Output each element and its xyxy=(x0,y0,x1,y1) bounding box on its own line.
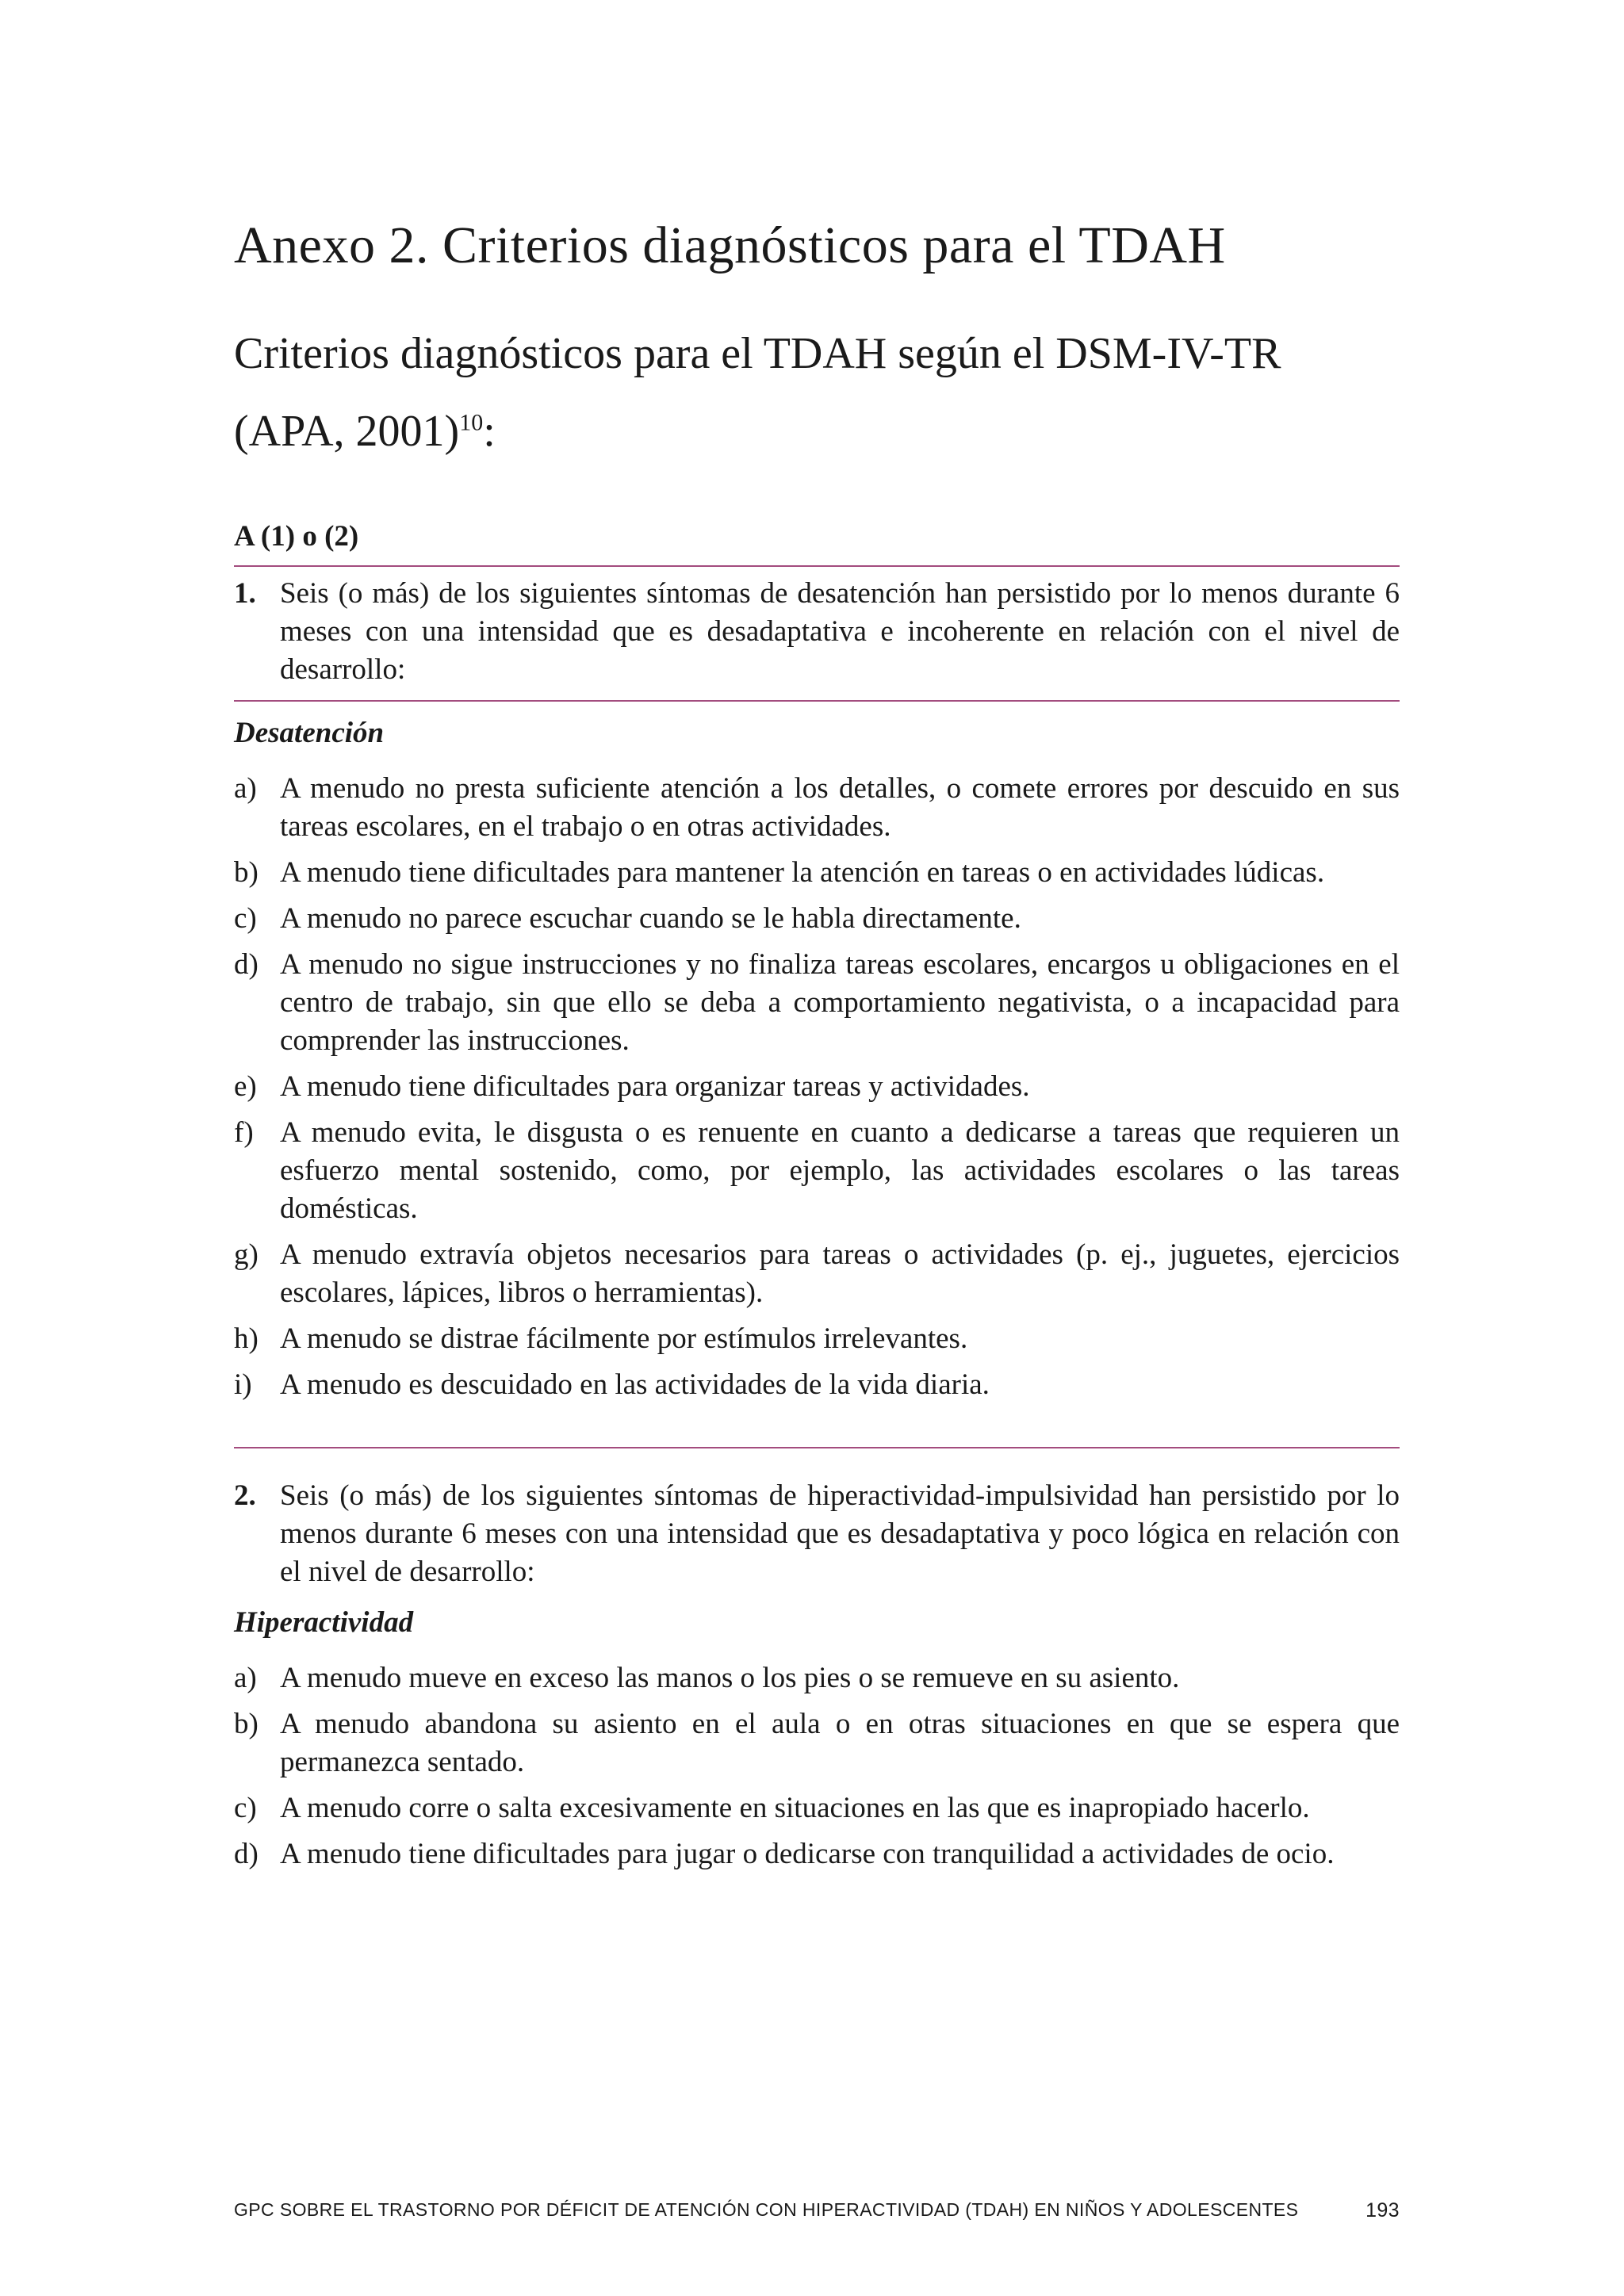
list-item-text: A menudo mueve en exceso las manos o los pies o se remueve en su asiento. xyxy=(280,1662,1180,1695)
hiperactividad-list xyxy=(234,1659,1400,1873)
list-item-label: i) xyxy=(234,1368,252,1402)
list-item-label: g) xyxy=(234,1238,259,1272)
list-item-text: A menudo extravía objetos necesarios para tareas o actividades (p. ej., juguetes, ejercicios escolares, lápices, libros o herramientas). xyxy=(280,1238,1400,1310)
criterion-1-number: 1. xyxy=(234,577,256,610)
criterion-1-paragraph xyxy=(234,575,1400,689)
divider-rule xyxy=(234,700,1400,702)
list-item xyxy=(234,1705,1400,1781)
list-item-label: c) xyxy=(234,1792,257,1825)
list-item-label: b) xyxy=(234,1708,259,1741)
page-number: 193 xyxy=(1365,2199,1400,2221)
list-item-label: b) xyxy=(234,856,259,890)
criterion-2-text: Seis (o más) de los siguientes síntomas de hiperactividad-impulsividad han persistido por lo menos durante 6 meses con una intensidad que es desadaptativa y poco lógica en relación con el nivel de desarrollo: xyxy=(280,1479,1400,1589)
list-item-text: A menudo tiene dificultades para jugar o dedicarse con tranquilidad a actividades de ocio. xyxy=(280,1838,1335,1871)
list-item-text: A menudo corre o salta excesivamente en situaciones en las que es inapropiado hacerlo. xyxy=(280,1792,1310,1825)
list-item xyxy=(234,1114,1400,1228)
list-item-label: f) xyxy=(234,1116,254,1150)
list-item-text: A menudo tiene dificultades para organizar tareas y actividades. xyxy=(280,1070,1030,1104)
section-title-text: Criterios diagnósticos para el TDAH según el DSM-IV-TR (APA, 2001) xyxy=(234,329,1281,457)
section-title xyxy=(234,315,1400,470)
list-item xyxy=(234,946,1400,1060)
divider-rule xyxy=(234,1447,1400,1448)
divider-rule xyxy=(234,565,1400,567)
list-item-label: d) xyxy=(234,1838,259,1871)
list-item-text: A menudo no sigue instrucciones y no finaliza tareas escolares, encargos u obligaciones en el centro de trabajo, sin que ello se deba a comportamiento negativista, o a incapacidad para comprender las instrucciones. xyxy=(280,948,1400,1058)
list-item-label: h) xyxy=(234,1322,259,1356)
section-title-colon: : xyxy=(483,407,496,457)
section-reference: 10 xyxy=(459,409,484,436)
list-item xyxy=(234,1320,1400,1358)
criterion-2-number: 2. xyxy=(234,1479,256,1513)
list-item xyxy=(234,1366,1400,1404)
list-item xyxy=(234,900,1400,938)
criterion-1-text: Seis (o más) de los siguientes síntomas de desatención han persistido por lo menos durante 6 meses con una intensidad que es desadaptativa e incoherente en relación con el nivel de desarrollo: xyxy=(280,577,1400,687)
list-item-text: A menudo no presta suficiente atención a los detalles, o comete errores por descuido en sus tareas escolares, en el trabajo o en otras actividades. xyxy=(280,772,1400,844)
list-item xyxy=(234,1789,1400,1827)
list-item xyxy=(234,1068,1400,1106)
footer-text: GPC SOBRE EL TRASTORNO POR DÉFICIT DE ATENCIÓN CON HIPERACTIVIDAD (TDAH) EN NIÑOS Y ADOLESCENTES xyxy=(234,2199,1299,2220)
subheading-desatencion: Desatención xyxy=(234,717,385,750)
list-item-text: A menudo se distrae fácilmente por estímulos irrelevantes. xyxy=(280,1322,968,1356)
list-item-label: a) xyxy=(234,1662,257,1695)
list-item-label: c) xyxy=(234,902,257,936)
list-item xyxy=(234,1835,1400,1873)
list-item-text: A menudo tiene dificultades para mantener la atención en tareas o en actividades lúdicas. xyxy=(280,856,1325,890)
list-item-text: A menudo evita, le disgusta o es renuente en cuanto a dedicarse a tareas que requieren un esfuerzo mental sostenido, como, por ejemplo, las actividades escolares o las tareas domésticas. xyxy=(280,1116,1400,1226)
criterion-heading: A (1) o (2) xyxy=(234,520,359,553)
list-item-label: a) xyxy=(234,772,257,806)
annex-title: Anexo 2. Criterios diagnósticos para el TDAH xyxy=(234,216,1226,274)
list-item-label: e) xyxy=(234,1070,257,1104)
list-item-label: d) xyxy=(234,948,259,982)
list-item xyxy=(234,1236,1400,1312)
desatencion-list xyxy=(234,770,1400,1404)
list-item xyxy=(234,770,1400,846)
subheading-hiperactividad: Hiperactividad xyxy=(234,1606,414,1640)
list-item-text: A menudo no parece escuchar cuando se le habla directamente. xyxy=(280,902,1021,936)
list-item xyxy=(234,1659,1400,1697)
list-item-text: A menudo es descuidado en las actividades de la vida diaria. xyxy=(280,1368,990,1402)
page-footer xyxy=(234,2199,1400,2222)
page-content xyxy=(234,214,1400,1881)
list-item-text: A menudo abandona su asiento en el aula o en otras situaciones en que se espera que permanezca sentado. xyxy=(280,1708,1400,1779)
criterion-2-paragraph xyxy=(234,1477,1400,1591)
list-item xyxy=(234,854,1400,892)
